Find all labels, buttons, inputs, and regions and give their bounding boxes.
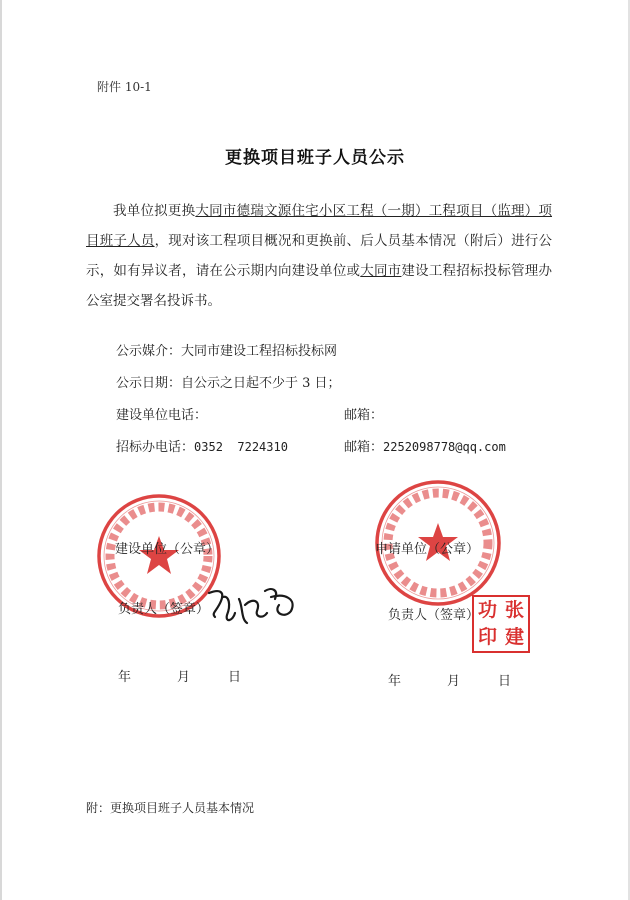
builder-seal-label: 建设单位（公章） xyxy=(115,542,220,557)
office-mail xyxy=(344,436,506,455)
name-stamp-char-2: 张 xyxy=(504,599,524,621)
period-value: 自公示之日起不少于 3 日； xyxy=(181,376,341,391)
office-mail-label: 邮箱： xyxy=(344,440,384,455)
builder-responsible-label: 负责人（签章） xyxy=(118,602,210,617)
builder-mail-label: 邮箱： xyxy=(344,408,384,423)
builder-mail xyxy=(344,404,383,423)
attachment-number: 附件 10-1 xyxy=(97,80,152,94)
applicant-responsible-label: 负责人（签章） xyxy=(388,608,480,623)
date-day: 日 xyxy=(498,674,512,689)
para-lead: 我单位拟更换 xyxy=(113,203,196,219)
builder-phone-label: 建设单位电话： xyxy=(116,408,208,423)
period-label: 公示日期： xyxy=(116,376,182,391)
applicant-date xyxy=(388,670,511,689)
para-tail: 建设工程招标投标管理办公室提交署名投诉书。 xyxy=(86,263,553,309)
period-line xyxy=(116,372,341,391)
office-phone-value: 0352 7224310 xyxy=(194,440,288,454)
date-month: 月 xyxy=(177,670,191,685)
notice-paragraph xyxy=(86,196,552,316)
media-label: 公示媒介： xyxy=(116,344,182,359)
name-stamp-char-3: 印 xyxy=(477,626,497,648)
date-year: 年 xyxy=(388,674,402,689)
date-month: 月 xyxy=(447,674,461,689)
para-middle: ，现对该工程项目概况和更换前、后人员基本情况（附后）进行公示，如有异议者，请在公示期内向建设单位或 xyxy=(86,233,553,279)
office-mail-value: 2252098778@qq.com xyxy=(383,440,506,454)
city-name: 大同市 xyxy=(360,263,402,279)
name-stamp-char-4: 建 xyxy=(504,626,524,648)
project-name: 大同市德瑞文源住宅小区工程（一期）工程项目（监理）项目班子人员 xyxy=(86,203,553,249)
date-year: 年 xyxy=(118,670,132,685)
page-title: 更换项目班子人员公示 xyxy=(225,148,405,168)
media-value: 大同市建设工程招标投标网 xyxy=(181,344,338,359)
media-line xyxy=(116,340,337,359)
office-phone-label: 招标办电话： xyxy=(116,440,195,455)
date-day: 日 xyxy=(228,670,242,685)
builder-date xyxy=(118,666,241,685)
scan-edge-left xyxy=(0,0,2,900)
name-seal-stamp xyxy=(472,595,530,653)
handwritten-signature xyxy=(205,583,300,631)
applicant-seal-label: 申请单位（公章） xyxy=(375,542,480,557)
office-phone xyxy=(116,436,288,455)
attachment-note: 附：更换项目班子人员基本情况 xyxy=(86,801,255,815)
builder-phone xyxy=(116,404,207,423)
name-stamp-char-1: 功 xyxy=(477,599,497,621)
